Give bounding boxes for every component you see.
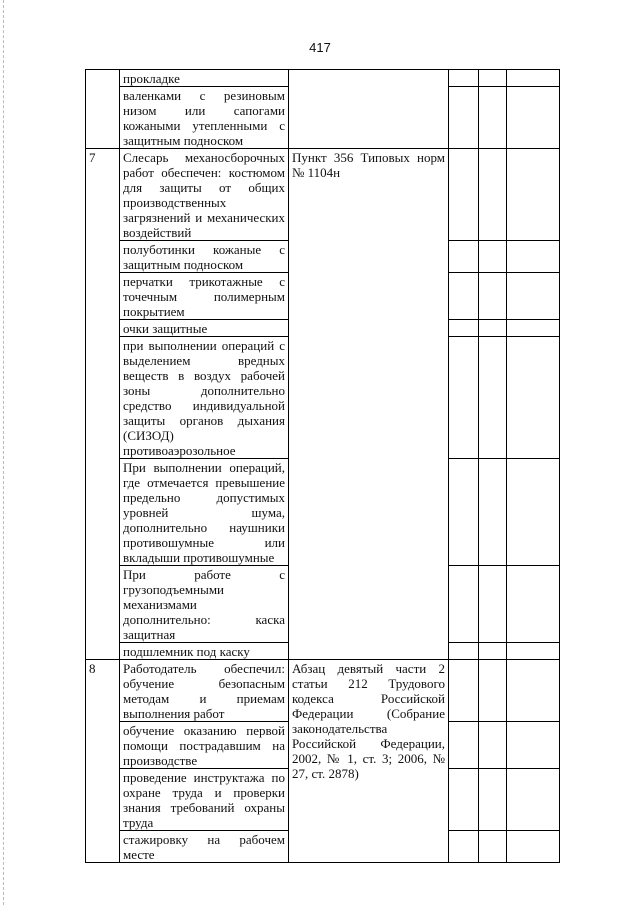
requirements-table xyxy=(85,69,560,863)
empty-cell xyxy=(479,87,507,149)
empty-cell xyxy=(507,566,560,643)
table-row xyxy=(86,70,560,87)
item-description: обучение оказанию первой помощи пострадавшим на производстве xyxy=(120,722,289,769)
item-description: очки защитные xyxy=(120,320,289,337)
empty-cell xyxy=(507,273,560,320)
norm-reference: Абзац девятый части 2 статьи 212 Трудового кодекса Российской Федерации (Собрание законодательства Российской Федерации, 2002, № 1, ст. 3; 2006, № 27, ст. 2878) xyxy=(289,660,449,863)
item-description: подшлемник под каску xyxy=(120,643,289,660)
item-description: при выполнении операций с выделением вредных веществ в воздух рабочей зоны дополнительно средство индивидуальной защиты органов дыхания (СИЗОД) противоаэрозольное xyxy=(120,337,289,459)
empty-cell xyxy=(479,320,507,337)
empty-cell xyxy=(507,241,560,273)
norm-reference xyxy=(289,70,449,149)
item-description: прокладке xyxy=(120,70,289,87)
empty-cell xyxy=(449,320,479,337)
empty-cell xyxy=(479,337,507,459)
empty-cell xyxy=(479,769,507,831)
empty-cell xyxy=(507,459,560,566)
row-number: 8 xyxy=(86,660,120,863)
empty-cell xyxy=(449,70,479,87)
row-number xyxy=(86,70,120,149)
empty-cell xyxy=(449,273,479,320)
norm-reference: Пункт 356 Типовых норм № 1104н xyxy=(289,149,449,660)
empty-cell xyxy=(479,241,507,273)
item-description: При выполнении операций, где отмечается превышение предельно допустимых уровней шума, дополнительно наушники противошумные или вкладыши противошумные xyxy=(120,459,289,566)
item-description: валенками с резиновым низом или сапогами кожаными утепленными с защитным подноском xyxy=(120,87,289,149)
empty-cell xyxy=(507,769,560,831)
empty-cell xyxy=(449,459,479,566)
item-description: Слесарь механосборочных работ обеспечен: костюмом для защиты от общих производственных загрязнений и механических воздействий xyxy=(120,149,289,241)
empty-cell xyxy=(449,643,479,660)
item-description: полуботинки кожаные с защитным подноском xyxy=(120,241,289,273)
item-description: проведение инструктажа по охране труда и проверки знания требований охраны труда xyxy=(120,769,289,831)
scan-edge-line xyxy=(3,0,4,905)
empty-cell xyxy=(507,831,560,863)
item-description: стажировку на рабочем месте xyxy=(120,831,289,863)
empty-cell xyxy=(479,722,507,769)
empty-cell xyxy=(449,566,479,643)
empty-cell xyxy=(449,87,479,149)
empty-cell xyxy=(479,70,507,87)
item-description: перчатки трикотажные с точечным полимерным покрытием xyxy=(120,273,289,320)
empty-cell xyxy=(507,643,560,660)
empty-cell xyxy=(479,459,507,566)
item-description: При работе с грузоподъемными механизмами дополнительно: каска защитная xyxy=(120,566,289,643)
empty-cell xyxy=(479,566,507,643)
row-number: 7 xyxy=(86,149,120,660)
empty-cell xyxy=(479,273,507,320)
empty-cell xyxy=(449,337,479,459)
page-number: 417 xyxy=(309,40,331,55)
empty-cell xyxy=(449,722,479,769)
empty-cell xyxy=(449,660,479,722)
table-row xyxy=(86,149,560,241)
table-row xyxy=(86,660,560,722)
empty-cell xyxy=(507,87,560,149)
empty-cell xyxy=(449,831,479,863)
empty-cell xyxy=(479,643,507,660)
empty-cell xyxy=(507,337,560,459)
empty-cell xyxy=(479,660,507,722)
empty-cell xyxy=(449,241,479,273)
item-description: Работодатель обеспечил: обучение безопасным методам и приемам выполнения работ xyxy=(120,660,289,722)
empty-cell xyxy=(449,149,479,241)
empty-cell xyxy=(507,660,560,722)
empty-cell xyxy=(479,831,507,863)
empty-cell xyxy=(507,320,560,337)
empty-cell xyxy=(507,70,560,87)
empty-cell xyxy=(507,149,560,241)
empty-cell xyxy=(507,722,560,769)
empty-cell xyxy=(479,149,507,241)
empty-cell xyxy=(449,769,479,831)
